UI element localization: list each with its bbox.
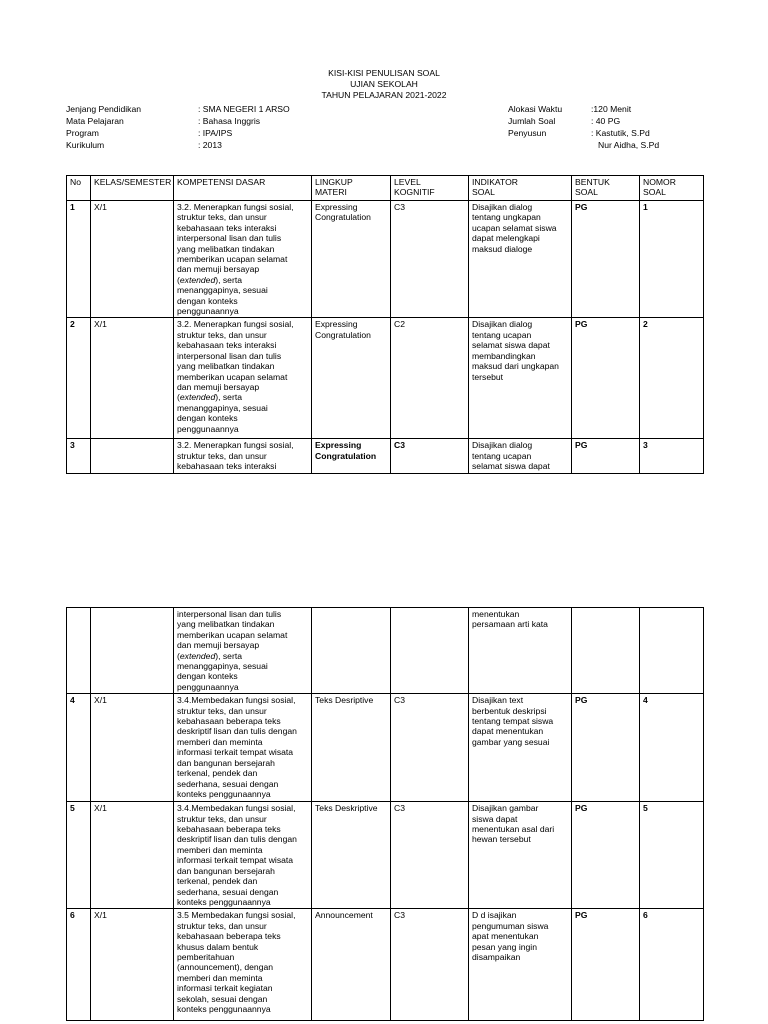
cell-indikator: Disajikan text berbentuk deskripsi tentang tempat siswa dapat menentukan gambar yang sesuai (469, 694, 572, 802)
cell-level: C3 (391, 909, 469, 1021)
cell-kelas: X/1 (91, 694, 174, 802)
info-value-jumlah: : 40 PG (591, 116, 621, 126)
header-no: No (67, 176, 91, 201)
kd-text-pre: interpersonal lisan dan tulis yang melibatkan tindakan memberikan ucapan selamat dan memuji bersayap ( (177, 609, 288, 661)
info-value-alokasi: :120 Menit (591, 104, 632, 114)
cell-level: C3 (391, 694, 469, 802)
cell-nomor: 2 (640, 318, 704, 439)
cell-indikator: menentukan persamaan arti kata (469, 608, 572, 694)
cell-level: C3 (391, 201, 469, 318)
cell-level (391, 608, 469, 694)
cell-kd (174, 201, 312, 318)
kd-text-post: ), serta menanggapinya, sesuai dengan konteks penggunaannya (177, 274, 268, 317)
info-value-penyusun: : Kastutik, S.Pd (591, 128, 650, 138)
kisi-table-page1 (66, 175, 704, 474)
kd-text-pre: 3.2. Menerapkan fungsi sosial, struktur teks, dan unsur kebahasaan teks interaksi interpersonal lisan dan tulis yang melibatkan tindakan memberikan ucapan selamat dan memuji bersayap ( (177, 202, 294, 285)
info-label-alokasi: Alokasi Waktu (508, 104, 563, 114)
cell-indikator: D d isajikan pengumuman siswa apat menentukan pesan yang ingin disampaikan (469, 909, 572, 1021)
cell-lingkup (312, 608, 391, 694)
kisi-table-page2 (66, 607, 704, 1021)
kd-text-post: ), serta menanggapinya, sesuai dengan konteks penggunaannya (177, 392, 268, 434)
cell-no: 3 (67, 439, 91, 473)
cell-indikator: Disajikan dialog tentang ucapan selamat siswa dapat (469, 439, 572, 473)
cell-bentuk: PG (572, 694, 640, 802)
cell-no: 1 (67, 201, 91, 318)
info-label-mapel: Mata Pelajaran (66, 116, 124, 126)
cell-level: C3 (391, 439, 469, 473)
cell-kd: 3.2. Menerapkan fungsi sosial, struktur teks, dan unsur kebahasaan teks interaksi (174, 439, 312, 473)
cell-kelas: X/1 (91, 318, 174, 439)
cell-indikator: Disajikan gambar siswa dapat menentukan asal dari hewan tersebut (469, 802, 572, 909)
table-row (67, 201, 704, 318)
cell-bentuk: PG (572, 802, 640, 909)
kd-text-pre: 3.2. Menerapkan fungsi sosial, struktur teks, dan unsur kebahasaan teks interaksi interpersonal lisan dan tulis yang melibatkan tindakan memberikan ucapan selamat dan memuji bersayap ( (177, 319, 294, 403)
doc-title-line3: TAHUN PELAJARAN 2021-2022 (321, 90, 447, 100)
cell-bentuk: PG (572, 318, 640, 439)
cell-kelas (91, 608, 174, 694)
header-nomor: NOMOR SOAL (640, 176, 704, 201)
cell-lingkup: Expressing Congratulation (312, 439, 391, 473)
cell-level: C3 (391, 802, 469, 909)
cell-lingkup: Teks Desriptive (312, 694, 391, 802)
header-level: LEVEL KOGNITIF (391, 176, 469, 201)
cell-bentuk: PG (572, 909, 640, 1021)
table-row (67, 318, 704, 439)
kd-text-italic: extended (179, 650, 216, 661)
cell-bentuk: PG (572, 439, 640, 473)
cell-kd: 3.4.Membedakan fungsi sosial, struktur teks, dan unsur kebahasaan beberapa teks deskriptif lisan dan tulis dengan memberi dan meminta informasi terkait tempat wisata dan bangunan bersejarah terkenal, pendek dan sederhana, sesuai dengan konteks penggunaannya (174, 694, 312, 802)
cell-lingkup: Teks Deskriptive (312, 802, 391, 909)
header-kelas: KELAS/SEMESTER (91, 176, 174, 201)
cell-bentuk (572, 608, 640, 694)
kd-text-post: ), serta menanggapinya, sesuai dengan konteks penggunaannya (177, 650, 268, 692)
cell-level: C2 (391, 318, 469, 439)
cell-lingkup: Announcement (312, 909, 391, 1021)
table-row (67, 909, 704, 1021)
cell-nomor: 4 (640, 694, 704, 802)
cell-no (67, 608, 91, 694)
cell-bentuk: PG (572, 201, 640, 318)
doc-title-line2: UJIAN SEKOLAH (350, 79, 418, 89)
info-value-jenjang: : SMA NEGERI 1 ARSO (198, 104, 290, 114)
header-bentuk: BENTUK SOAL (572, 176, 640, 201)
cell-nomor: 5 (640, 802, 704, 909)
header-kd: KOMPETENSI DASAR (174, 176, 312, 201)
kd-text-italic: extended (179, 274, 216, 285)
cell-kelas: X/1 (91, 201, 174, 318)
cell-no: 4 (67, 694, 91, 802)
cell-no: 5 (67, 802, 91, 909)
cell-nomor: 3 (640, 439, 704, 473)
cell-no: 2 (67, 318, 91, 439)
cell-kd (174, 608, 312, 694)
cell-kelas: X/1 (91, 909, 174, 1021)
info-value-penyusun-2: Nur Aidha, S.Pd (598, 140, 660, 150)
cell-kd: 3.4.Membedakan fungsi sosial, struktur teks, dan unsur kebahasaan beberapa teks deskriptif lisan dan tulis dengan memberi dan meminta informasi terkait tempat wisata dan bangunan bersejarah terkenal, pendek dan sederhana, sesuai dengan konteks penggunaannya (174, 802, 312, 909)
cell-nomor: 1 (640, 201, 704, 318)
table-row (67, 802, 704, 909)
cell-nomor (640, 608, 704, 694)
info-label-jumlah: Jumlah Soal (508, 116, 556, 126)
info-value-mapel: : Bahasa Inggris (198, 116, 261, 126)
table-row (67, 439, 704, 473)
info-value-program: : IPA/IPS (198, 128, 233, 138)
info-label-kurikulum: Kurikulum (66, 140, 105, 150)
cell-kd: 3.5 Membedakan fungsi sosial, struktur teks, dan unsur kebahasaan beberapa teks khusus dalam bentuk pemberitahuan (announcement), dengan memberi dan meminta informasi terkait kegiatan sekolah, sesuai dengan konteks penggunaannya (174, 909, 312, 1021)
table-header-row (67, 176, 704, 201)
header-indikator: INDIKATOR SOAL (469, 176, 572, 201)
cell-kd (174, 318, 312, 439)
cell-lingkup: Expressing Congratulation (312, 201, 391, 318)
table-row (67, 694, 704, 802)
info-label-penyusun: Penyusun (508, 128, 547, 138)
cell-no: 6 (67, 909, 91, 1021)
header-lingkup: LINGKUP MATERI (312, 176, 391, 201)
kd-text-italic: extended (179, 392, 216, 403)
info-value-kurikulum: : 2013 (198, 140, 222, 150)
doc-title-line1: KISI-KISI PENULISAN SOAL (328, 68, 440, 78)
info-label-program: Program (66, 128, 99, 138)
cell-indikator: Disajikan dialog tentang ucapan selamat siswa dapat membandingkan maksud dari ungkapan tersebut (469, 318, 572, 439)
info-label-jenjang: Jenjang Pendidikan (66, 104, 142, 114)
cell-indikator: Disajikan dialog tentang ungkapan ucapan selamat siswa dapat melengkapi maksud dialoge (469, 201, 572, 318)
cell-kelas: X/1 (91, 802, 174, 909)
table-row (67, 608, 704, 694)
cell-nomor: 6 (640, 909, 704, 1021)
cell-lingkup: Expressing Congratulation (312, 318, 391, 439)
cell-kelas (91, 439, 174, 473)
